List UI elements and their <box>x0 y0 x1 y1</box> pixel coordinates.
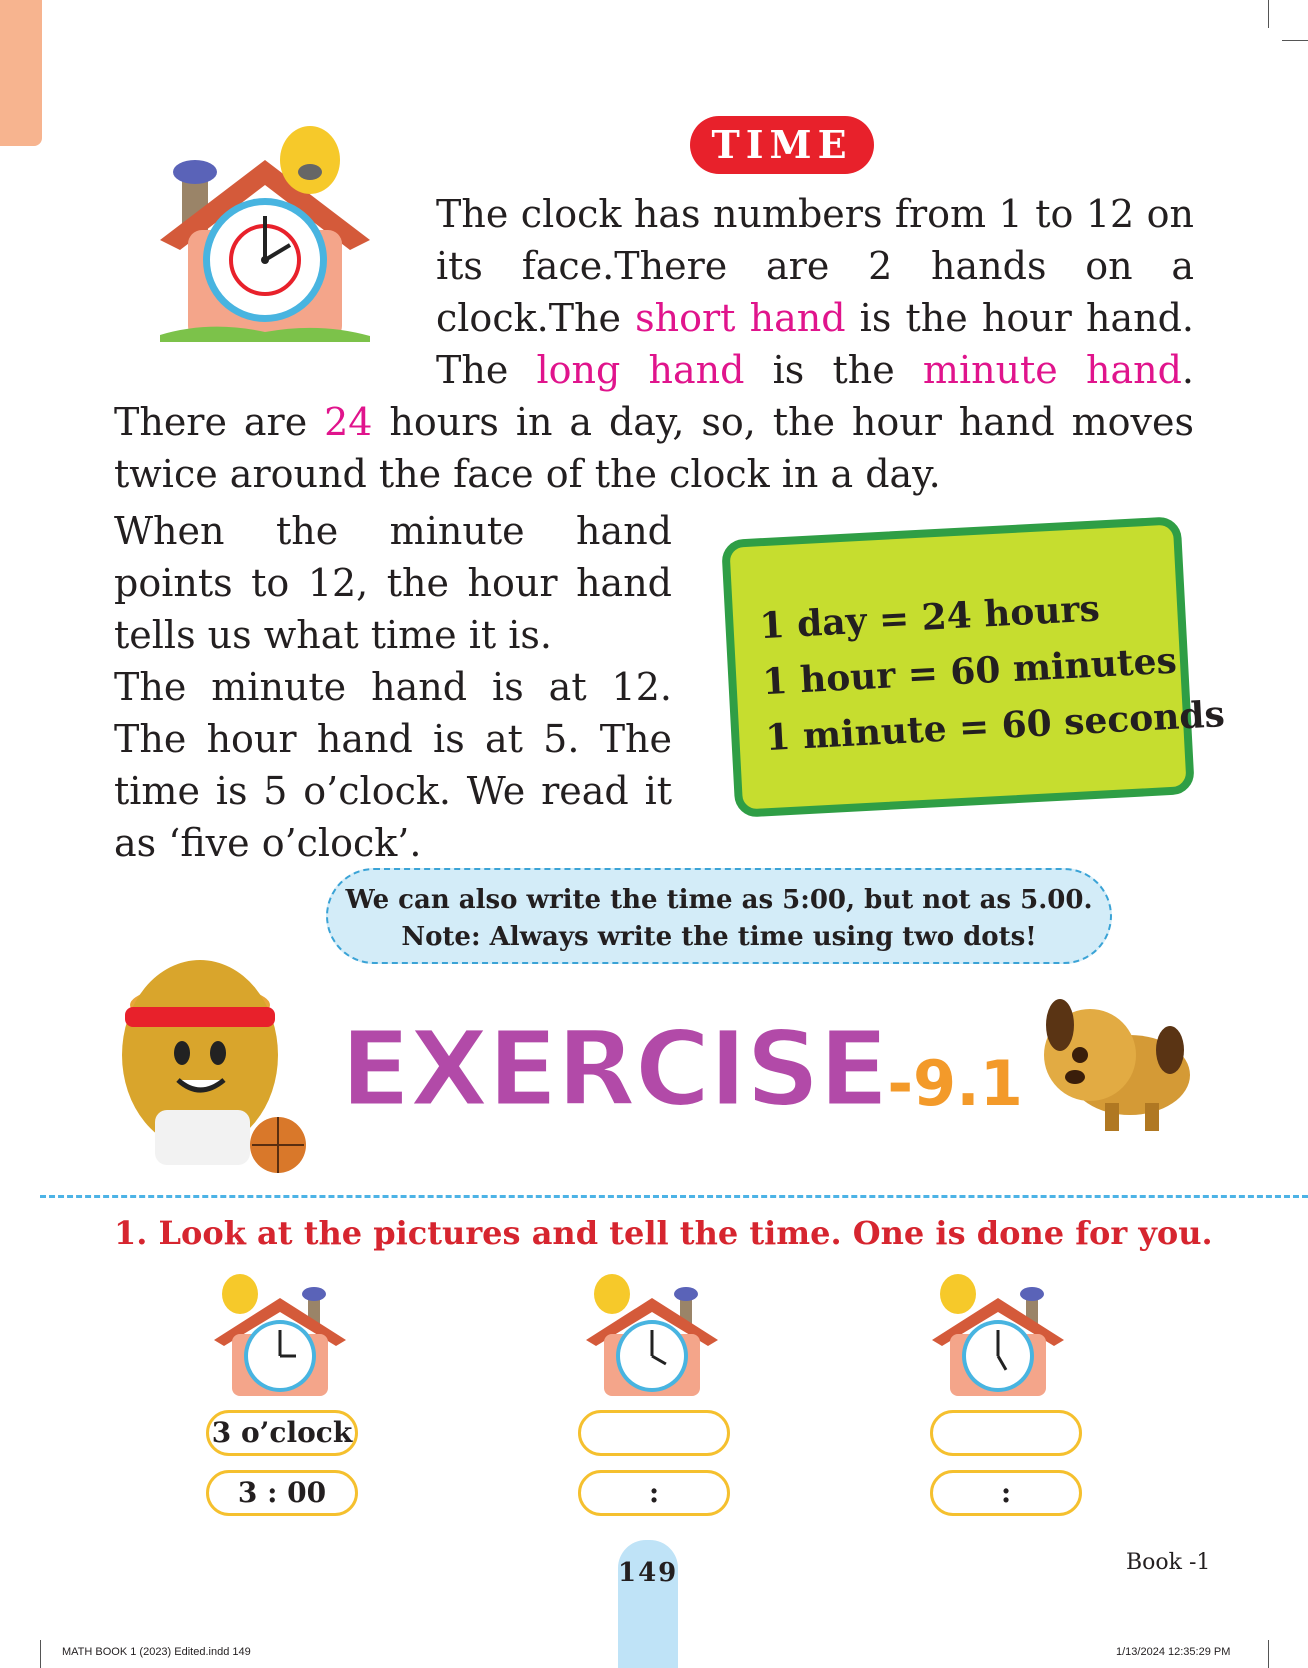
page-number: 149 <box>618 1540 678 1668</box>
crop-mark <box>40 1640 41 1668</box>
page-title: TIME <box>690 116 874 174</box>
answer-digits-3[interactable]: : <box>930 1470 1082 1516</box>
section-divider <box>40 1195 1308 1198</box>
exercise-heading <box>340 1008 1023 1130</box>
intro-paragraph <box>114 188 1194 500</box>
intro-text: is the <box>744 348 923 392</box>
crop-mark <box>1282 40 1308 41</box>
answer-words-2[interactable] <box>578 1410 730 1456</box>
note-bubble <box>326 868 1112 964</box>
hours-number: 24 <box>324 400 373 444</box>
footer-timestamp: 1/13/2024 12:35:29 PM <box>1116 1646 1231 1658</box>
short-hand-term: short hand <box>635 296 846 340</box>
long-hand-term: long hand <box>536 348 745 392</box>
answer-digits-2[interactable]: : <box>578 1470 730 1516</box>
note-line-1: We can also write the time as 5:00, but not as 5.00. <box>345 885 1093 915</box>
question-1: 1. Look at the pictures and tell the time. One is done for you. <box>114 1214 1213 1252</box>
book-label: Book -1 <box>1126 1550 1211 1575</box>
minute-hand-term: minute hand <box>922 348 1182 392</box>
answer-words-3[interactable] <box>930 1410 1082 1456</box>
explanation-text <box>114 505 672 869</box>
float-spacer <box>114 188 436 388</box>
crop-mark <box>1268 1640 1269 1668</box>
small-clock-3 <box>928 1270 1068 1398</box>
answer-digits-1: 3 : 00 <box>206 1470 358 1516</box>
fact-day: 1 day = 24 hours <box>758 587 1101 648</box>
time-facts-box <box>721 516 1226 818</box>
intro-text: is the hour hand. The <box>436 296 1195 392</box>
intro-text: hours in a day, so, the hour hand moves twice around the face of the clock in a day. <box>114 400 1194 496</box>
potato-mascot-illustration <box>100 935 320 1185</box>
exercise-number: -9.1 <box>887 1047 1023 1120</box>
fact-hour: 1 hour = 60 minutes <box>761 639 1178 704</box>
intro-text: . There are <box>114 348 1195 444</box>
dog-mascot-illustration <box>1035 995 1195 1135</box>
note-line-2: Note: Always write the time using two dots! <box>401 922 1037 952</box>
chapter-side-tab <box>0 0 42 146</box>
crop-mark <box>1268 0 1269 28</box>
exercise-word: EXERCISE <box>340 1008 888 1130</box>
explanation-paragraph-1: When the minute hand points to 12, the hour hand tells us what time it is. <box>114 509 672 657</box>
answer-words-1: 3 o’clock <box>206 1410 358 1456</box>
small-clock-2 <box>582 1270 722 1398</box>
small-clock-1 <box>210 1270 350 1398</box>
footer-file: MATH BOOK 1 (2023) Edited.indd 149 <box>62 1646 251 1658</box>
fact-minute: 1 minute = 60 seconds <box>764 693 1226 760</box>
explanation-paragraph-2: The minute hand is at 12. The hour hand is at 5. The time is 5 o’clock. We read it as ‘five o’clock’. <box>114 665 672 865</box>
intro-text: The clock has numbers from 1 to 12 on its face.There are 2 hands on a clock.The <box>436 192 1194 340</box>
